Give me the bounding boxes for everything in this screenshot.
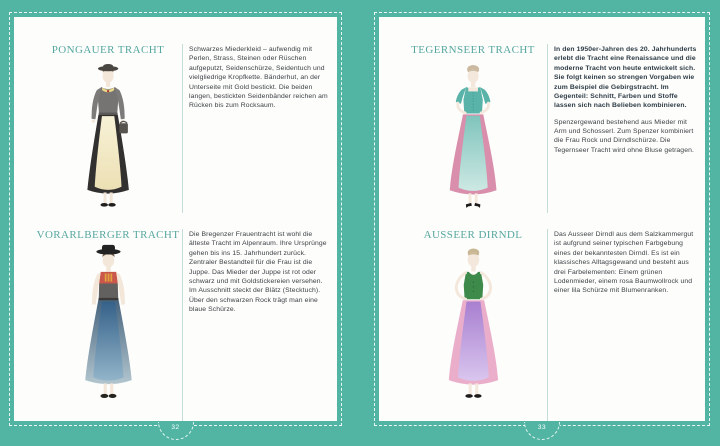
ausseer-dirndl-illustration	[427, 244, 520, 402]
tegernseer-text-column	[547, 44, 697, 213]
ausseer-figure-column	[399, 229, 547, 402]
stecktuch-stripe	[109, 274, 110, 282]
neck	[471, 81, 475, 87]
page-number: 33	[537, 423, 547, 431]
vorarlberger-figure-column	[34, 229, 182, 402]
left-leg	[103, 383, 106, 394]
section-heading: VORARLBERGER TRACHT	[36, 229, 180, 241]
left-leg	[468, 193, 471, 203]
right-shoe	[108, 203, 115, 207]
left-shoe	[465, 394, 472, 398]
tegernseer-description: Spenzergewand bestehend aus Mieder mit Arm und Schosserl. Zum Spenzer kombiniert die Frau Rock und Dirndlschürze. Die Tegernseer Tracht wird ohne Bluse getragen.	[554, 118, 694, 154]
section-pongauer-tracht	[14, 17, 337, 213]
square-neckline	[468, 87, 478, 91]
tegernseer-intro: In den 1950er-Jahren des 20. Jahrhunderts erlebt die Tracht eine Renaissance und die moderne Tracht von heute entwickelt sich. Sie folgt keinen so strengen Vorgaben wie zum Beispiel die Gebirgstracht. Im Gegenteil: Schnitt, Farben und Stoffe lassen sich nach Belieben kombinieren.	[554, 46, 697, 110]
pongauer-figure-column	[34, 44, 182, 211]
pongauer-tracht-illustration	[64, 61, 152, 211]
pongauer-text-column	[182, 44, 329, 213]
left-hand	[92, 119, 96, 123]
section-heading: AUSSEER DIRNDL	[423, 229, 523, 241]
vorarlberger-description: Die Bregenzer Frauentracht ist wohl die älteste Tracht im Alpenraum. Ihre Ursprünge gehen bis ins 15. Jahrhundert zurück. Zentraler Bestandteil für die Frau ist die Juppe. Das Mieder der Juppe ist rot oder schwarz und mit Goldstickereien versehen. Im Ausschnitt steckt der Blätz (Stecktuch). Über den schwarzen Rock trägt man eine blaue Schürze.	[189, 231, 327, 313]
stecktuch-stripe	[106, 274, 107, 282]
section-vorarlberger-tracht	[14, 213, 337, 421]
black-flat-hat	[96, 249, 120, 255]
button	[472, 286, 473, 287]
page-number-arc	[524, 422, 560, 440]
neck	[106, 81, 110, 87]
right-leg	[475, 193, 478, 203]
pongauer-description: Schwarzes Miederkleid – aufwendig mit Perlen, Strass, Steinen oder Rüschen aufgeputzt, Seidenschürze, Seidentuch und vielgliedrige Kropfkette. Bänderhut, an der Unterseite mit Gold bestickt. Die beiden langen, bestickten Seidenbänder reichen am Rücken bis zum Rocksaum.	[189, 46, 328, 110]
left-shoe	[100, 203, 107, 207]
left-book-page	[14, 17, 337, 431]
gold-stecktuch	[104, 274, 111, 282]
right-leg	[475, 383, 478, 394]
tegernseer-tracht-illustration	[429, 61, 517, 211]
right-shoe	[108, 394, 116, 398]
neck	[106, 266, 110, 272]
right-shoe	[474, 394, 481, 398]
right-leg	[110, 383, 113, 394]
section-tegernseer-tracht	[379, 17, 705, 213]
hat-crown	[103, 64, 113, 68]
neck	[471, 266, 475, 272]
left-leg	[103, 192, 106, 203]
right-book-page	[379, 17, 705, 431]
button	[472, 281, 473, 282]
left-leg	[468, 383, 471, 394]
section-heading: TEGERNSEER TRACHT	[411, 44, 535, 56]
section-heading: PONGAUER TRACHT	[51, 44, 165, 56]
vorarlberger-text-column	[182, 229, 329, 421]
section-ausseer-dirndl	[379, 213, 705, 421]
page-number: 32	[171, 423, 180, 431]
page-number-arc	[158, 422, 194, 440]
left-shoe	[100, 394, 108, 398]
brooch	[107, 90, 109, 92]
green-lodenmieder-bodice	[463, 272, 483, 299]
left-heel-shoe	[466, 203, 472, 208]
ausseer-text-column	[547, 229, 697, 421]
right-heel-shoe	[474, 203, 480, 208]
handbag	[119, 123, 127, 133]
grey-mieder	[98, 284, 118, 300]
button	[472, 291, 473, 292]
tegernseer-figure-column	[399, 44, 547, 211]
right-leg	[110, 192, 113, 203]
ausseer-description: Das Ausseer Dirndl aus dem Salzkammergut ist aufgrund seiner typischen Farbgebung eines der bekanntesten Dirndl. Es ist ein klassisches Alltagsgewand und besteht aus drei Farbelementen: Einem grünen Lodenmieder, einem rosa Baumwollrock und einer lila Schürze mit Blumenranken.	[554, 231, 694, 295]
vorarlberger-tracht-illustration	[62, 244, 155, 402]
